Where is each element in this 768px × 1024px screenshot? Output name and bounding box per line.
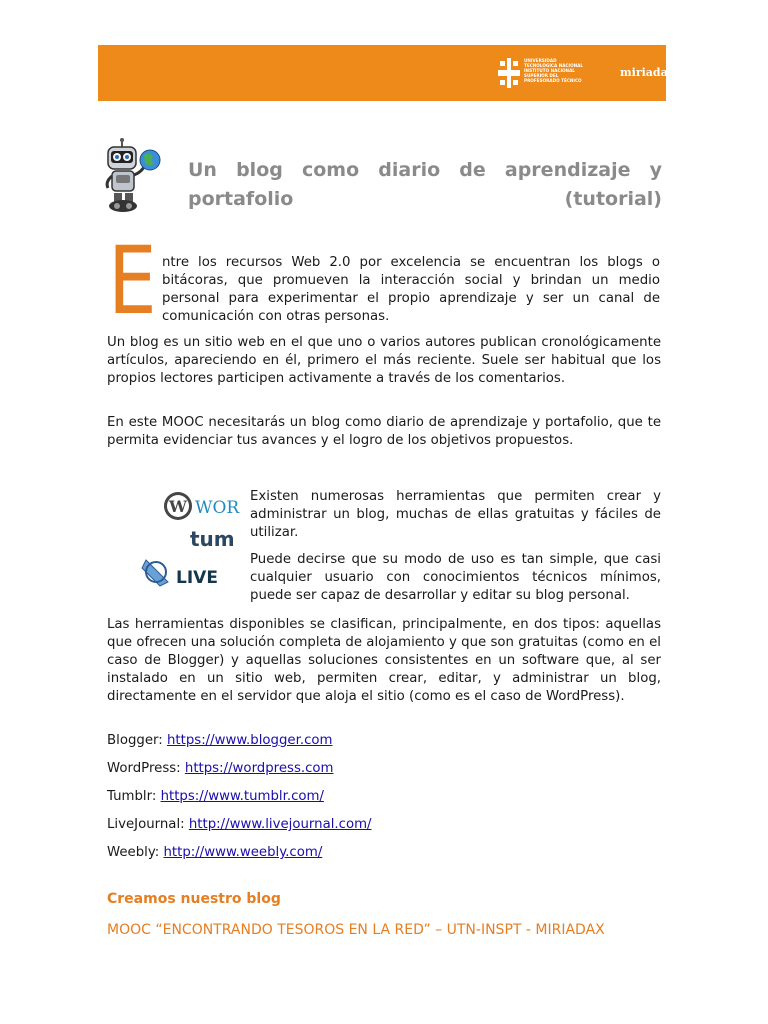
svg-text:LIVE: LIVE: [176, 568, 218, 588]
link-label: WordPress:: [107, 761, 181, 776]
weebly-link[interactable]: http://www.weebly.com/: [163, 845, 323, 860]
svg-text:tum: tum: [190, 527, 235, 551]
page-title: Un blog como diario de aprendizaje y portafolio (tutorial): [188, 159, 662, 210]
mooc-purpose-paragraph: En este MOOC necesitarás un blog como diario de aprendizaje y portafolio, que te permita evidenciar tus avances y el logro de los objetivos propuestos.: [107, 415, 661, 448]
miriada-logo: miriada: [620, 66, 668, 79]
blog-definition-paragraph: Un blog es un sitio web en el que uno o varios autores publican cronológicamente artículos, apareciendo en él, primero el más reciente. Suele ser habitual que los propios lectores participen activamente a través de los comentarios.: [107, 335, 661, 386]
section-heading: Creamos nuestro blog: [107, 891, 281, 907]
drop-cap: E: [108, 227, 157, 336]
blogger-link[interactable]: https://www.blogger.com: [166, 733, 333, 748]
link-label: LiveJournal:: [107, 817, 185, 832]
tumblr-link[interactable]: https://www.tumblr.com/: [160, 789, 324, 804]
tumblr-logo-icon: [188, 527, 240, 551]
blogger-link-line: [107, 732, 332, 750]
link-label: Blogger:: [107, 733, 163, 748]
miriada-mark-icon: [673, 64, 682, 74]
livejournal-logo-icon: [142, 560, 218, 588]
utn-logo-icon: [498, 58, 520, 88]
wordpress-logo-icon: [164, 492, 240, 520]
robot-globe-illustration: [100, 138, 162, 214]
utn-institution-name: UNIVERSIDAD TECNOLÓGICA NACIONAL INSTITUTO NACIONAL SUPERIOR DEL PROFESORADO TÉCNICO: [524, 58, 584, 83]
tools-intro-paragraph: Existen numerosas herramientas que permiten crear y administrar un blog, muchas de ellas gratuitas y fáciles de utilizar.: [250, 489, 661, 540]
link-label: Weebly:: [107, 845, 160, 860]
wordpress-link[interactable]: https://wordpress.com: [184, 761, 334, 776]
link-label: Tumblr:: [107, 789, 157, 804]
footer-course-title: MOOC “ENCONTRANDO TESOROS EN LA RED” – UTN-INSPT - MIRIADAX: [107, 922, 605, 938]
svg-text:WOR: WOR: [195, 498, 240, 518]
tumblr-link-line: [107, 788, 324, 806]
ease-of-use-paragraph: Puede decirse que su modo de uso es tan simple, que casi cualquier usuario con conocimientos técnicos mínimos, puede ser capaz de desarrollar y editar su blog personal.: [250, 552, 661, 603]
weebly-link-line: [107, 844, 322, 862]
tool-types-paragraph: Las herramientas disponibles se clasifican, principalmente, en dos tipos: aquellas que ofrecen una solución completa de alojamiento y que son gratuitas (como en el caso de Blogger) y aquellas soluciones consistentes en un software que, al ser instalado en un sitio web, permiten crear, editar, y administrar un blog, directamente en el servidor que aloja el sitio (como es el caso de WordPress).: [107, 617, 661, 704]
livejournal-link-line: [107, 816, 372, 834]
livejournal-link[interactable]: http://www.livejournal.com/: [188, 817, 372, 832]
wordpress-link-line: [107, 760, 334, 778]
blog-tools-logos: [140, 482, 240, 594]
svg-text:W: W: [169, 497, 187, 516]
intro-paragraph: ntre los recursos Web 2.0 por excelencia se encuentran los blogs o bitácoras, que promueven la interacción social y brindan un medio personal para experimentar el propio aprendizaje y ser un canal de comunicación con otras personas.: [162, 255, 660, 324]
